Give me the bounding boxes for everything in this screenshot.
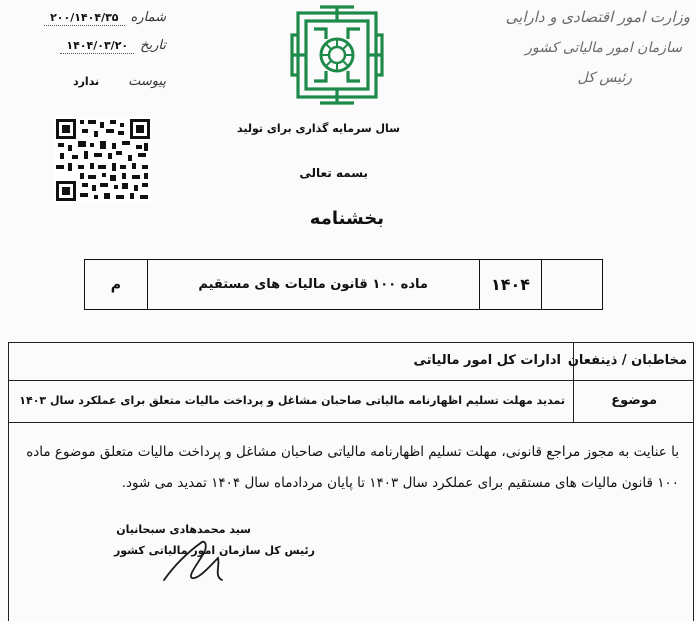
signature-title: رئیس کل سازمان امور مالیاتی کشور [113, 544, 315, 557]
recipients-row [9, 343, 693, 381]
header-box-subject: ماده ۱۰۰ قانون مالیات های مستقیم [147, 260, 479, 309]
body-line-2: ۱۰۰ قانون مالیات های مستقیم برای عملکرد سال ۱۴۰۳ تا پایان مردادماه سال ۱۴۰۴ تمدید می شود. [121, 475, 679, 491]
circular-header-box [84, 259, 603, 310]
meta-attachment-label: پیوست [128, 74, 166, 89]
recipients-value: ادارات کل امور مالیاتی [413, 353, 561, 368]
body-paragraph [19, 437, 679, 499]
topic-label: موضوع [611, 393, 657, 408]
header-box-year: ۱۴۰۴ [479, 260, 542, 309]
ministry-line-1: وزارت امور اقتصادی و دارایی [505, 8, 690, 26]
meta-number-label: شماره [130, 10, 166, 25]
ministry-line-2: سازمان امور مالیاتی کشور [525, 40, 682, 56]
meta-attachment-value: ندارد [72, 75, 100, 88]
meta-number-value: ۲۰۰/۱۴۰۴/۳۵ [44, 11, 124, 26]
header-box-blank-cell [541, 260, 602, 309]
header-box-code: م [110, 276, 121, 293]
signature-name: سید محمدهادی سبحانیان [116, 523, 251, 536]
circular-main-table [8, 342, 694, 621]
topic-value: تمدید مهلت تسلیم اظهارنامه مالیاتی صاحبان مشاغل و پرداخت مالیات متعلق برای عملکرد سال ۱۴۰۳ [19, 394, 565, 407]
qr-code [54, 117, 152, 203]
meta-number-row [44, 10, 166, 26]
meta-date-label: تاریخ [140, 38, 166, 53]
topic-row [9, 380, 693, 423]
basmala: بسمه تعالی [299, 166, 368, 180]
meta-date-row [60, 38, 166, 54]
ministry-line-3: رئیس کل [577, 70, 632, 86]
document-title: بخشنامه [309, 208, 384, 229]
recipients-label: مخاطبان / ذینفعان [567, 353, 687, 368]
body-line-1: با عنایت به مجوز مراجع قانونی، مهلت تسلیم اظهارنامه مالیاتی صاحبان مشاغل و پرداخت مالیات متعلق موضوع ماده [26, 444, 679, 460]
meta-attachment-row [50, 74, 166, 89]
meta-date-value: ۱۴۰۴/۰۳/۲۰ [60, 39, 134, 54]
emblem-logo [290, 5, 384, 105]
slogan: سال سرمایه گذاری برای تولید [237, 122, 400, 135]
handwritten-signature [158, 536, 228, 588]
